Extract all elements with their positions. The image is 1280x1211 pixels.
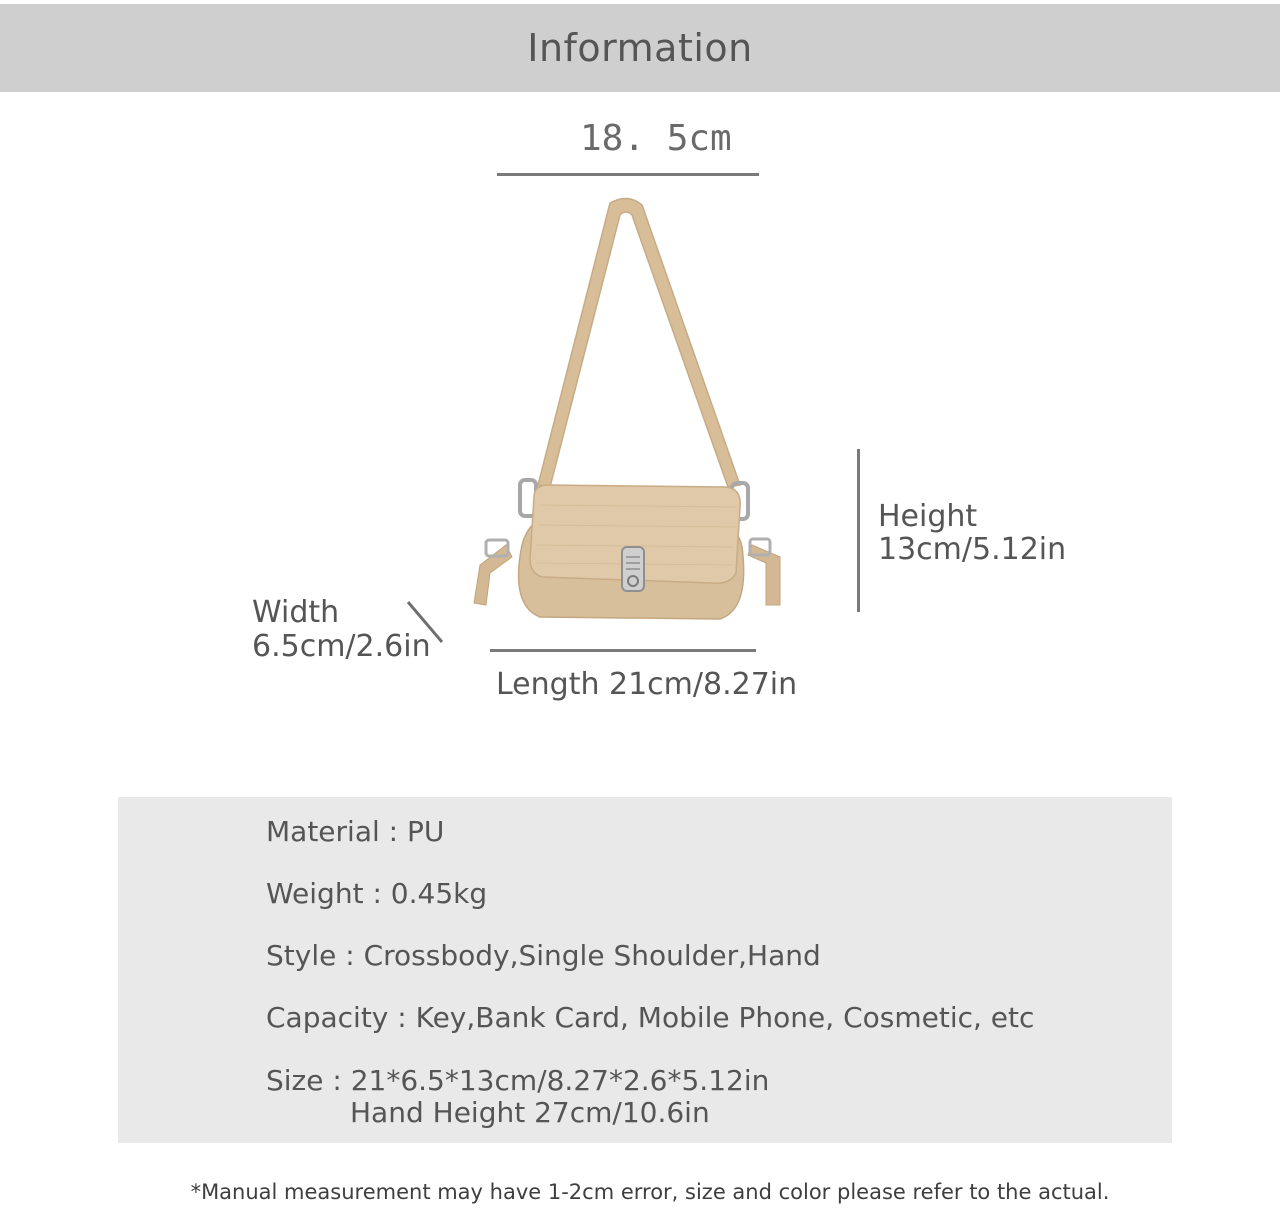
length-label: Length 21cm/8.27in	[496, 667, 798, 702]
width-value: 6.5cm/2.6in	[252, 629, 431, 664]
specs-panel	[118, 797, 1172, 1143]
spec-size: Size : 21*6.5*13cm/8.27*2.6*5.12in	[266, 1064, 770, 1097]
width-label: Width	[252, 595, 340, 630]
length-dimension-line	[490, 649, 756, 652]
spec-material: Material : PU	[266, 815, 445, 848]
top-dimension-line	[497, 173, 759, 176]
height-label: Height	[878, 499, 978, 534]
height-dimension-line	[857, 449, 860, 612]
spec-hand-height: Hand Height 27cm/10.6in	[350, 1096, 710, 1129]
spec-style: Style : Crossbody,Single Shoulder,Hand	[266, 939, 821, 972]
product-image	[450, 185, 790, 645]
bag-strap	[538, 198, 740, 487]
height-value: 13cm/5.12in	[878, 532, 1067, 567]
spec-weight: Weight : 0.45kg	[266, 877, 488, 910]
top-width-label: 18. 5cm	[580, 118, 732, 159]
measurement-disclaimer: *Manual measurement may have 1-2cm error, size and color please refer to the actual.	[190, 1180, 1110, 1204]
width-dimension-line	[400, 596, 448, 648]
header-bar	[0, 4, 1280, 92]
page-title: Information	[527, 26, 753, 70]
spec-capacity: Capacity : Key,Bank Card, Mobile Phone, Cosmetic, etc	[266, 1001, 1035, 1034]
